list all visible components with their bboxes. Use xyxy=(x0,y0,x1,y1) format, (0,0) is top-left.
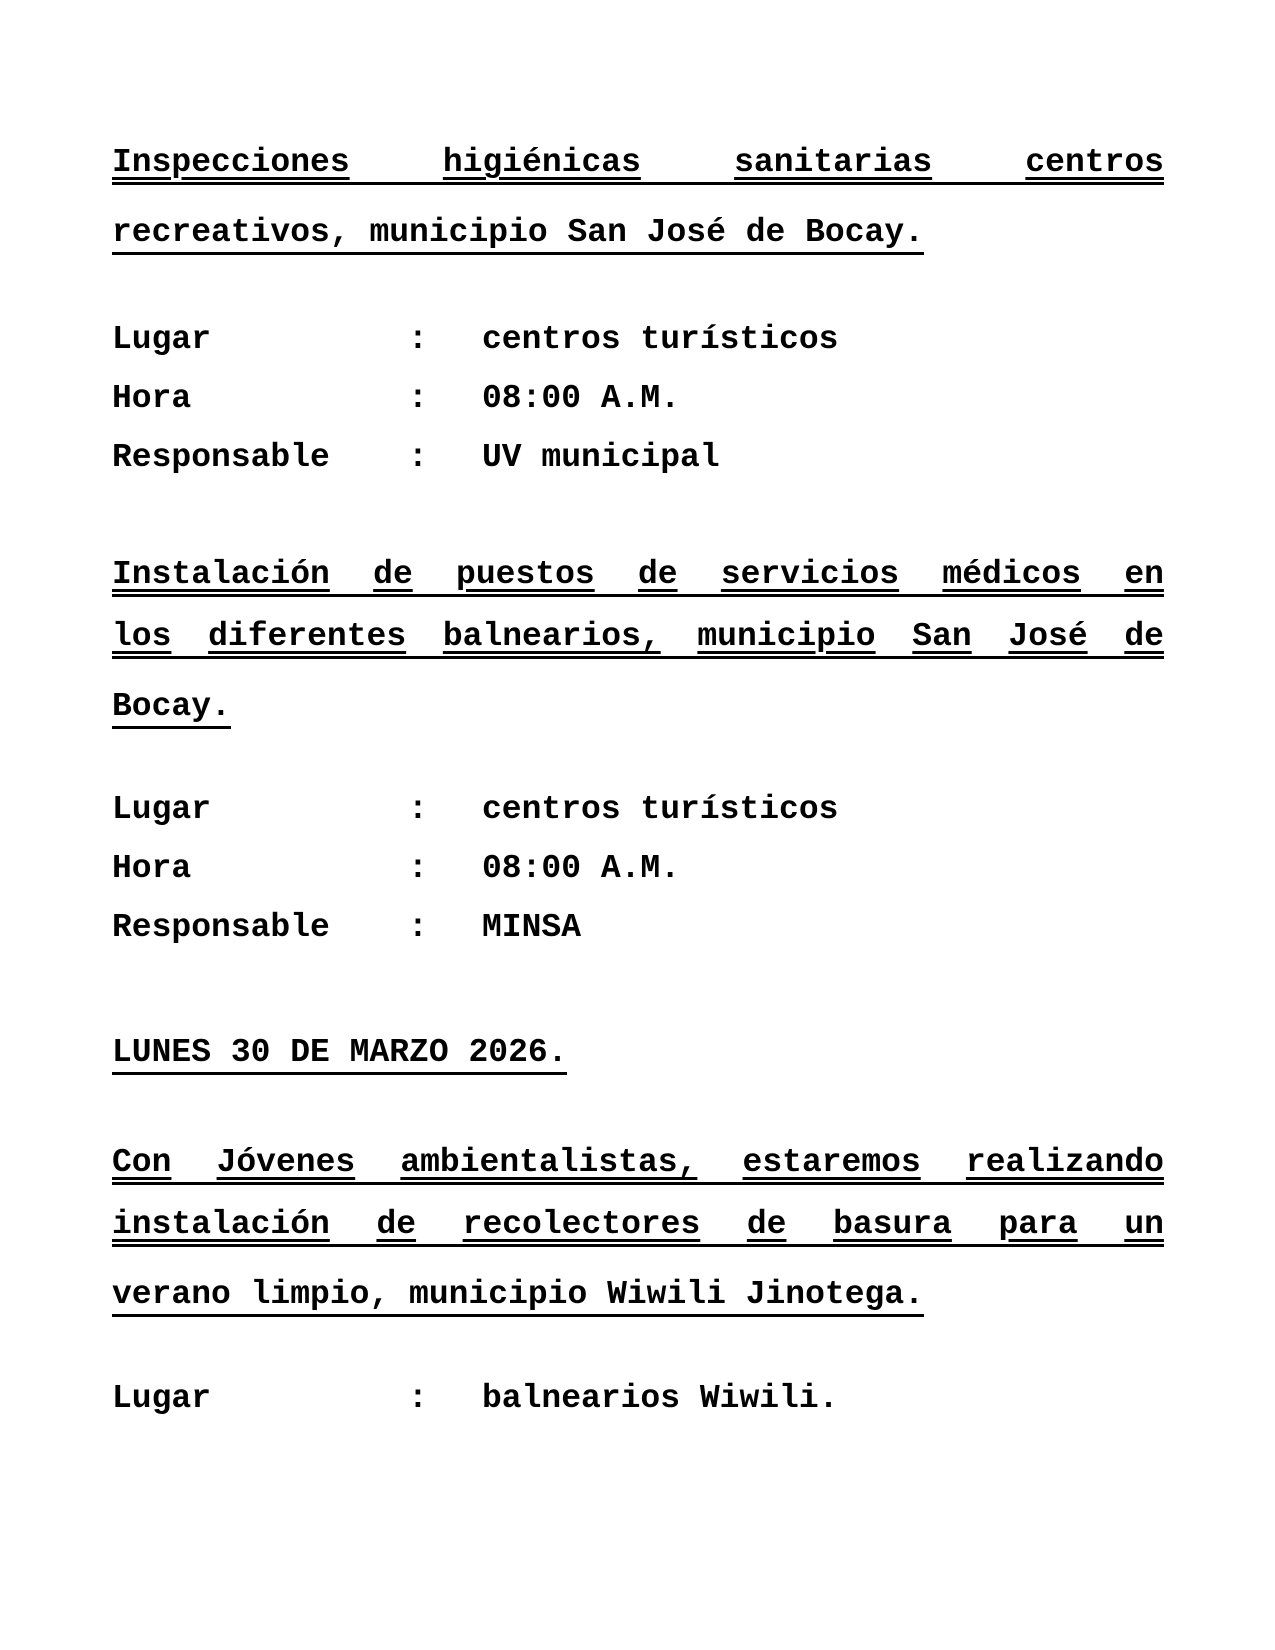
field-colon: : xyxy=(408,321,428,358)
field-colon: : xyxy=(408,380,428,417)
heading-word: higiénicas xyxy=(442,144,641,181)
heading-word: estaremos xyxy=(742,1144,921,1181)
field-label: Lugar xyxy=(112,791,212,828)
field-label: Hora xyxy=(112,850,192,887)
heading-word: basura xyxy=(833,1206,952,1243)
field-colon: : xyxy=(408,909,428,946)
field-value: centros turísticos xyxy=(482,791,839,828)
field-label: Hora xyxy=(112,380,192,417)
heading-word: realizando xyxy=(965,1144,1164,1181)
heading-word: de xyxy=(746,1206,787,1243)
date-heading-line: LUNES 30 DE MARZO 2026. xyxy=(112,1022,1164,1084)
heading-word: Instalación xyxy=(112,556,330,593)
section2-heading-line1 xyxy=(112,552,1164,614)
heading-word: para xyxy=(998,1206,1078,1243)
heading-word: sanitarias xyxy=(734,144,933,181)
heading-word: José xyxy=(1008,618,1088,655)
field-colon: : xyxy=(408,439,428,476)
field-value: MINSA xyxy=(482,909,582,946)
heading-word: de xyxy=(376,1206,417,1243)
section1-heading-line2: recreativos, municipio San José de Bocay. xyxy=(112,202,1164,264)
heading-word: ambientalistas, xyxy=(400,1144,698,1181)
heading-word: San xyxy=(912,618,972,655)
section3-heading xyxy=(112,1140,1164,1326)
section3-heading-line2 xyxy=(112,1202,1164,1264)
section1-heading-line1 xyxy=(112,140,1164,202)
heading-word: de xyxy=(373,556,413,593)
section1-heading xyxy=(112,140,1164,264)
heading-word: recolectores xyxy=(462,1206,701,1243)
heading-word: en xyxy=(1124,556,1164,593)
heading-word: Con xyxy=(112,1144,172,1181)
heading-word: de xyxy=(637,556,678,593)
field-value: 08:00 A.M. xyxy=(482,850,681,887)
field-value: centros turísticos xyxy=(482,321,839,358)
field-label: Lugar xyxy=(112,321,212,358)
heading-word: servicios xyxy=(720,556,900,593)
field-colon: : xyxy=(408,1380,428,1417)
heading-word: Inspecciones xyxy=(112,144,350,181)
field-label: Lugar xyxy=(112,1380,212,1417)
heading-word: balnearios, xyxy=(442,618,661,655)
section3-heading-line1 xyxy=(112,1140,1164,1202)
heading-word: municipio xyxy=(697,618,876,655)
heading-word: los xyxy=(112,618,172,655)
section3-heading-line3: verano limpio, municipio Wiwili Jinotega. xyxy=(112,1264,1164,1326)
section2-heading xyxy=(112,552,1164,738)
section2-heading-line2 xyxy=(112,614,1164,676)
heading-word: instalación xyxy=(112,1206,330,1243)
heading-word: puestos xyxy=(456,556,595,593)
field-value: UV municipal xyxy=(482,439,720,476)
field-label: Responsable xyxy=(112,909,330,946)
heading-word: médicos xyxy=(942,556,1082,593)
heading-word: centros xyxy=(1025,144,1164,181)
heading-word: diferentes xyxy=(208,618,407,655)
date-heading xyxy=(112,1022,1164,1084)
heading-word: Jóvenes xyxy=(216,1144,356,1181)
field-colon: : xyxy=(408,791,428,828)
field-colon: : xyxy=(408,850,428,887)
field-value: balnearios Wiwili. xyxy=(482,1380,839,1417)
field-label: Responsable xyxy=(112,439,330,476)
heading-word: un xyxy=(1124,1206,1164,1243)
field-value: 08:00 A.M. xyxy=(482,380,681,417)
heading-word: de xyxy=(1124,618,1164,655)
section2-heading-line3: Bocay. xyxy=(112,676,1164,738)
